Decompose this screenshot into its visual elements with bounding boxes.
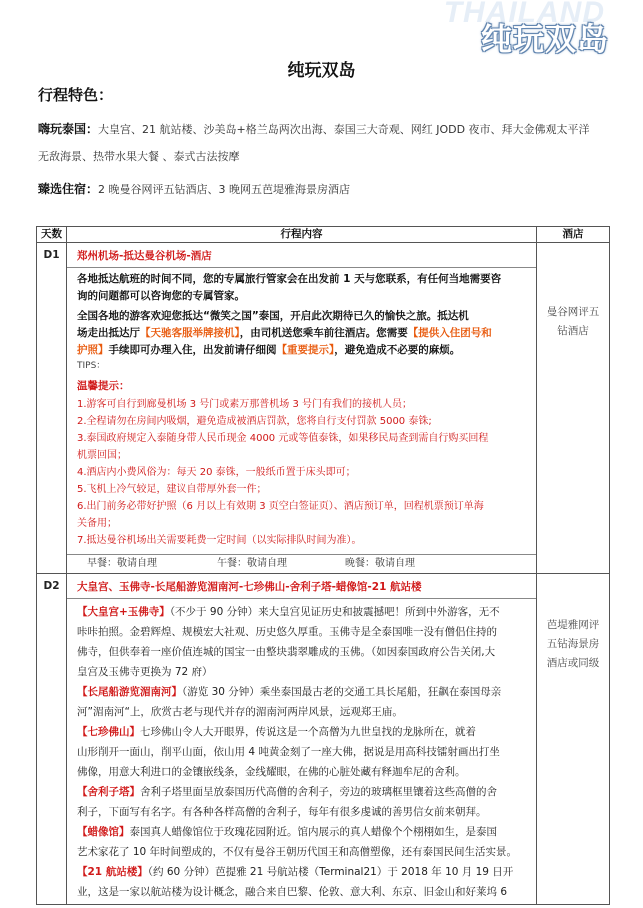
important-highlight: 【重要提示】: [276, 344, 335, 356]
highlights-paragraph: [38, 116, 618, 170]
spot-text: 佛寺，但供奉着一座价值连城的国宝一由整块翡翠雕成的玉佛。（如因泰国政府公告关闭,大: [77, 646, 496, 658]
spot-text: 业，这是一家以航站楼为设计概念，融合来自巴黎、伦敦、意大利、东京、旧金山和好莱坞 6: [77, 886, 508, 898]
spot-text: 咔咔拍照。金碧辉煌、规模宏大社观、历史悠久厚重。玉佛寺是全泰国唯一没有僧侣住持的: [77, 626, 497, 638]
spot-tag: 【大皇宫+玉佛寺】: [77, 606, 170, 618]
page-title: 纯玩双岛: [287, 61, 356, 81]
welcome-l3b: 手续即可办理入住，出发前请仔细阅: [108, 344, 277, 356]
contact-note-l2: 询的问题都可以咨询您的专属管家。: [77, 290, 245, 302]
meals-d1: [67, 554, 536, 573]
spot-text: 泰国真人蜡像馆位于玫瑰花园附近。馆内展示的真人蜡像个个栩栩如生，是泰国: [129, 826, 497, 838]
hotel-d1-l2: 钻酒店: [557, 325, 589, 337]
dinner-d1: 晚餐：敬请自理: [345, 558, 415, 569]
highlights-label: 嗨玩泰国：: [38, 122, 99, 136]
hotel-d2-l1: 芭堤雅网评: [546, 619, 600, 631]
warning-line: 4.酒店内小费风俗为：每天 20 泰铢，一般纸币置于床头即可；: [77, 467, 356, 478]
spot-text: （游览 30 分钟）乘坐泰国最古老的交通工具长尾船，狂飙在泰国母亲: [182, 686, 502, 698]
hotel-d2-l2: 五钻海景房: [546, 638, 600, 650]
spot-text: 佛像，用意大利进口的金镶嵌线条，金线耀眼，在佛的心脏处藏有释迦牟尼的舍利。: [77, 766, 466, 778]
header-day: 天数: [37, 227, 67, 243]
spot-text: （不少于 90 分钟）来大皇宫见证历史和披震撼吧！所到中外游客，无不: [169, 606, 500, 618]
warning-line: 7.抵达曼谷机场出关需要耗费一定时间（以实际排队时间为准）。: [77, 535, 362, 546]
header-content: 行程内容: [67, 227, 537, 243]
route-d2: 大皇宫、玉佛寺-长尾船游览湄南河-七珍佛山-舍利子塔-蜡像馆-21 航站楼: [67, 576, 536, 599]
spot-text: （约 60 分钟）芭提雅 21 号航站楼（Terminal21）于 2018 年 10 月 19 日开: [147, 866, 514, 878]
highlights-text-2: 无敌海景、热带水果大餐 、泰式古法按摩: [38, 150, 240, 163]
hotel-d1: [537, 243, 610, 574]
spot-text: 舍利子塔里面呈放泰国历代高僧的舍利子，旁边的玻璃框里镶着这些高僧的舍: [140, 786, 497, 798]
breakfast-d1: 早餐：敬请自理: [87, 558, 157, 569]
table-row: [37, 243, 610, 574]
spot-terminal21: [77, 862, 530, 902]
spot-tag: 【七珍佛山】: [77, 726, 140, 738]
header-hotel: 酒店: [537, 227, 610, 243]
welcome-l3d: ，避免造成不必要的麻烦。: [334, 344, 461, 356]
welcome-l2a: 场走出抵达厅: [77, 327, 140, 339]
warning-heading: 温馨提示：: [77, 380, 130, 392]
tips-label: TIPS：: [77, 361, 106, 371]
spot-buddha-mountain: [77, 722, 530, 782]
banner-watermark: THAILAND: [443, 0, 605, 29]
hotels-paragraph: [38, 176, 618, 203]
highlights-text-1: 大皇宫、21 航站楼、沙美岛+格兰岛两次出海、泰国三大奇观、网红 JODD 夜市、拜大金佛观太平洋: [98, 123, 590, 136]
spot-wax-museum: [77, 822, 530, 862]
banner-title: 纯玩双岛: [481, 22, 609, 58]
features-heading: 行程特色：: [38, 86, 114, 104]
welcome-l2c: ，由司机送您乘车前往酒店。您需要: [239, 327, 408, 339]
day-content-d1: [67, 243, 537, 574]
spot-grand-palace: [77, 602, 530, 682]
contact-note-l1: 各地抵达航班的时间不同，您的专属旅行管家会在出发前 1 天与您联系，有任何当地需要咨: [77, 273, 502, 285]
spot-text: 利子，下面写有名字。有各种各样高僧的舍利子，每年有很多虔诚的善男信女前来朝拜。: [77, 806, 487, 818]
hotel-d2-l3: 酒店或同级: [546, 657, 600, 669]
warning-line: 1.游客可自行到廊曼机场 3 号门或素万那普机场 3 号门有我们的接机人员；: [77, 399, 412, 410]
spot-text: 山形削开一面山，削平山面，依山用 4 吨黄金刻了一座大佛，据说是用高科技镭射画出打坐: [77, 746, 500, 758]
itinerary-table: [36, 226, 610, 905]
lunch-d1: 午餐：敬请自理: [217, 558, 287, 569]
header-banner: [0, 0, 643, 62]
passport-highlight: 【提供入住团号和: [407, 327, 492, 339]
spot-tag: 【长尾船游览湄南河】: [77, 686, 182, 698]
welcome-note: [77, 308, 530, 359]
warning-line: 6.出门前务必带好护照（6 月以上有效期 3 页空白签证页）、酒店预订单，回程机票预订单海: [77, 501, 484, 512]
warning-line: 2.全程请勿在房间内吸烟，避免造成被酒店罚款，您将自行支付罚款 5000 泰铢;: [77, 416, 432, 427]
hotel-d1-l1: 曼谷网评五: [546, 306, 600, 318]
spot-text: 皇宫及玉佛寺更换为 72 府）: [77, 666, 213, 678]
warning-line: 3.泰国政府规定入泰随身带人民币现金 4000 元或等值泰铢，如果移民局查到需自行购买回程: [77, 433, 489, 444]
spot-relic-pagoda: [77, 782, 530, 822]
spot-text: 七珍佛山令人大开眼界，传说这是一个高僧为九世皇找的龙脉所在，就着: [140, 726, 476, 738]
table-row: [37, 574, 610, 905]
contact-note: [77, 271, 530, 305]
welcome-l1: 全国各地的游客欢迎您抵达“微笑之国”泰国，开启此次期待已久的愉快之旅。抵达机: [77, 310, 469, 322]
hotel-d2: [537, 574, 610, 905]
day-content-d2: [67, 574, 537, 905]
table-header-row: [37, 227, 610, 243]
spot-text: 河”湄南河“上，欣赏古老与现代并存的湄南河两岸风景，远观郑王庙。: [77, 706, 403, 718]
hotels-text: 2 晚曼谷网评五钻酒店、3 晚网五芭堤雅海景房酒店: [98, 183, 351, 196]
spot-tag: 【蜡像馆】: [77, 826, 130, 838]
spot-longtail-boat: [77, 682, 530, 722]
hotels-label: 臻选住宿：: [38, 182, 99, 196]
day-label-d1: D1: [37, 243, 67, 574]
spot-text: 艺术家花了 10 年时间塑成的，不仅有曼谷王朝历代国王和高僧塑像，还有泰国民间生活实景。: [77, 846, 518, 858]
spot-tag: 【21 航站楼】: [77, 866, 148, 878]
warning-line: 关备用；: [77, 518, 117, 529]
passport-highlight-end: 护照】: [77, 344, 109, 356]
pickup-highlight: 【天驰客服举牌接机】: [140, 327, 240, 339]
warning-line: 机票回国；: [77, 450, 127, 461]
route-d1: 郑州机场-抵达曼谷机场-酒店: [67, 245, 536, 268]
warning-line: 5.飞机上冷气较足，建议自带厚外套一件；: [77, 484, 267, 495]
day-label-d2: D2: [37, 574, 67, 905]
spot-tag: 【舍利子塔】: [77, 786, 140, 798]
